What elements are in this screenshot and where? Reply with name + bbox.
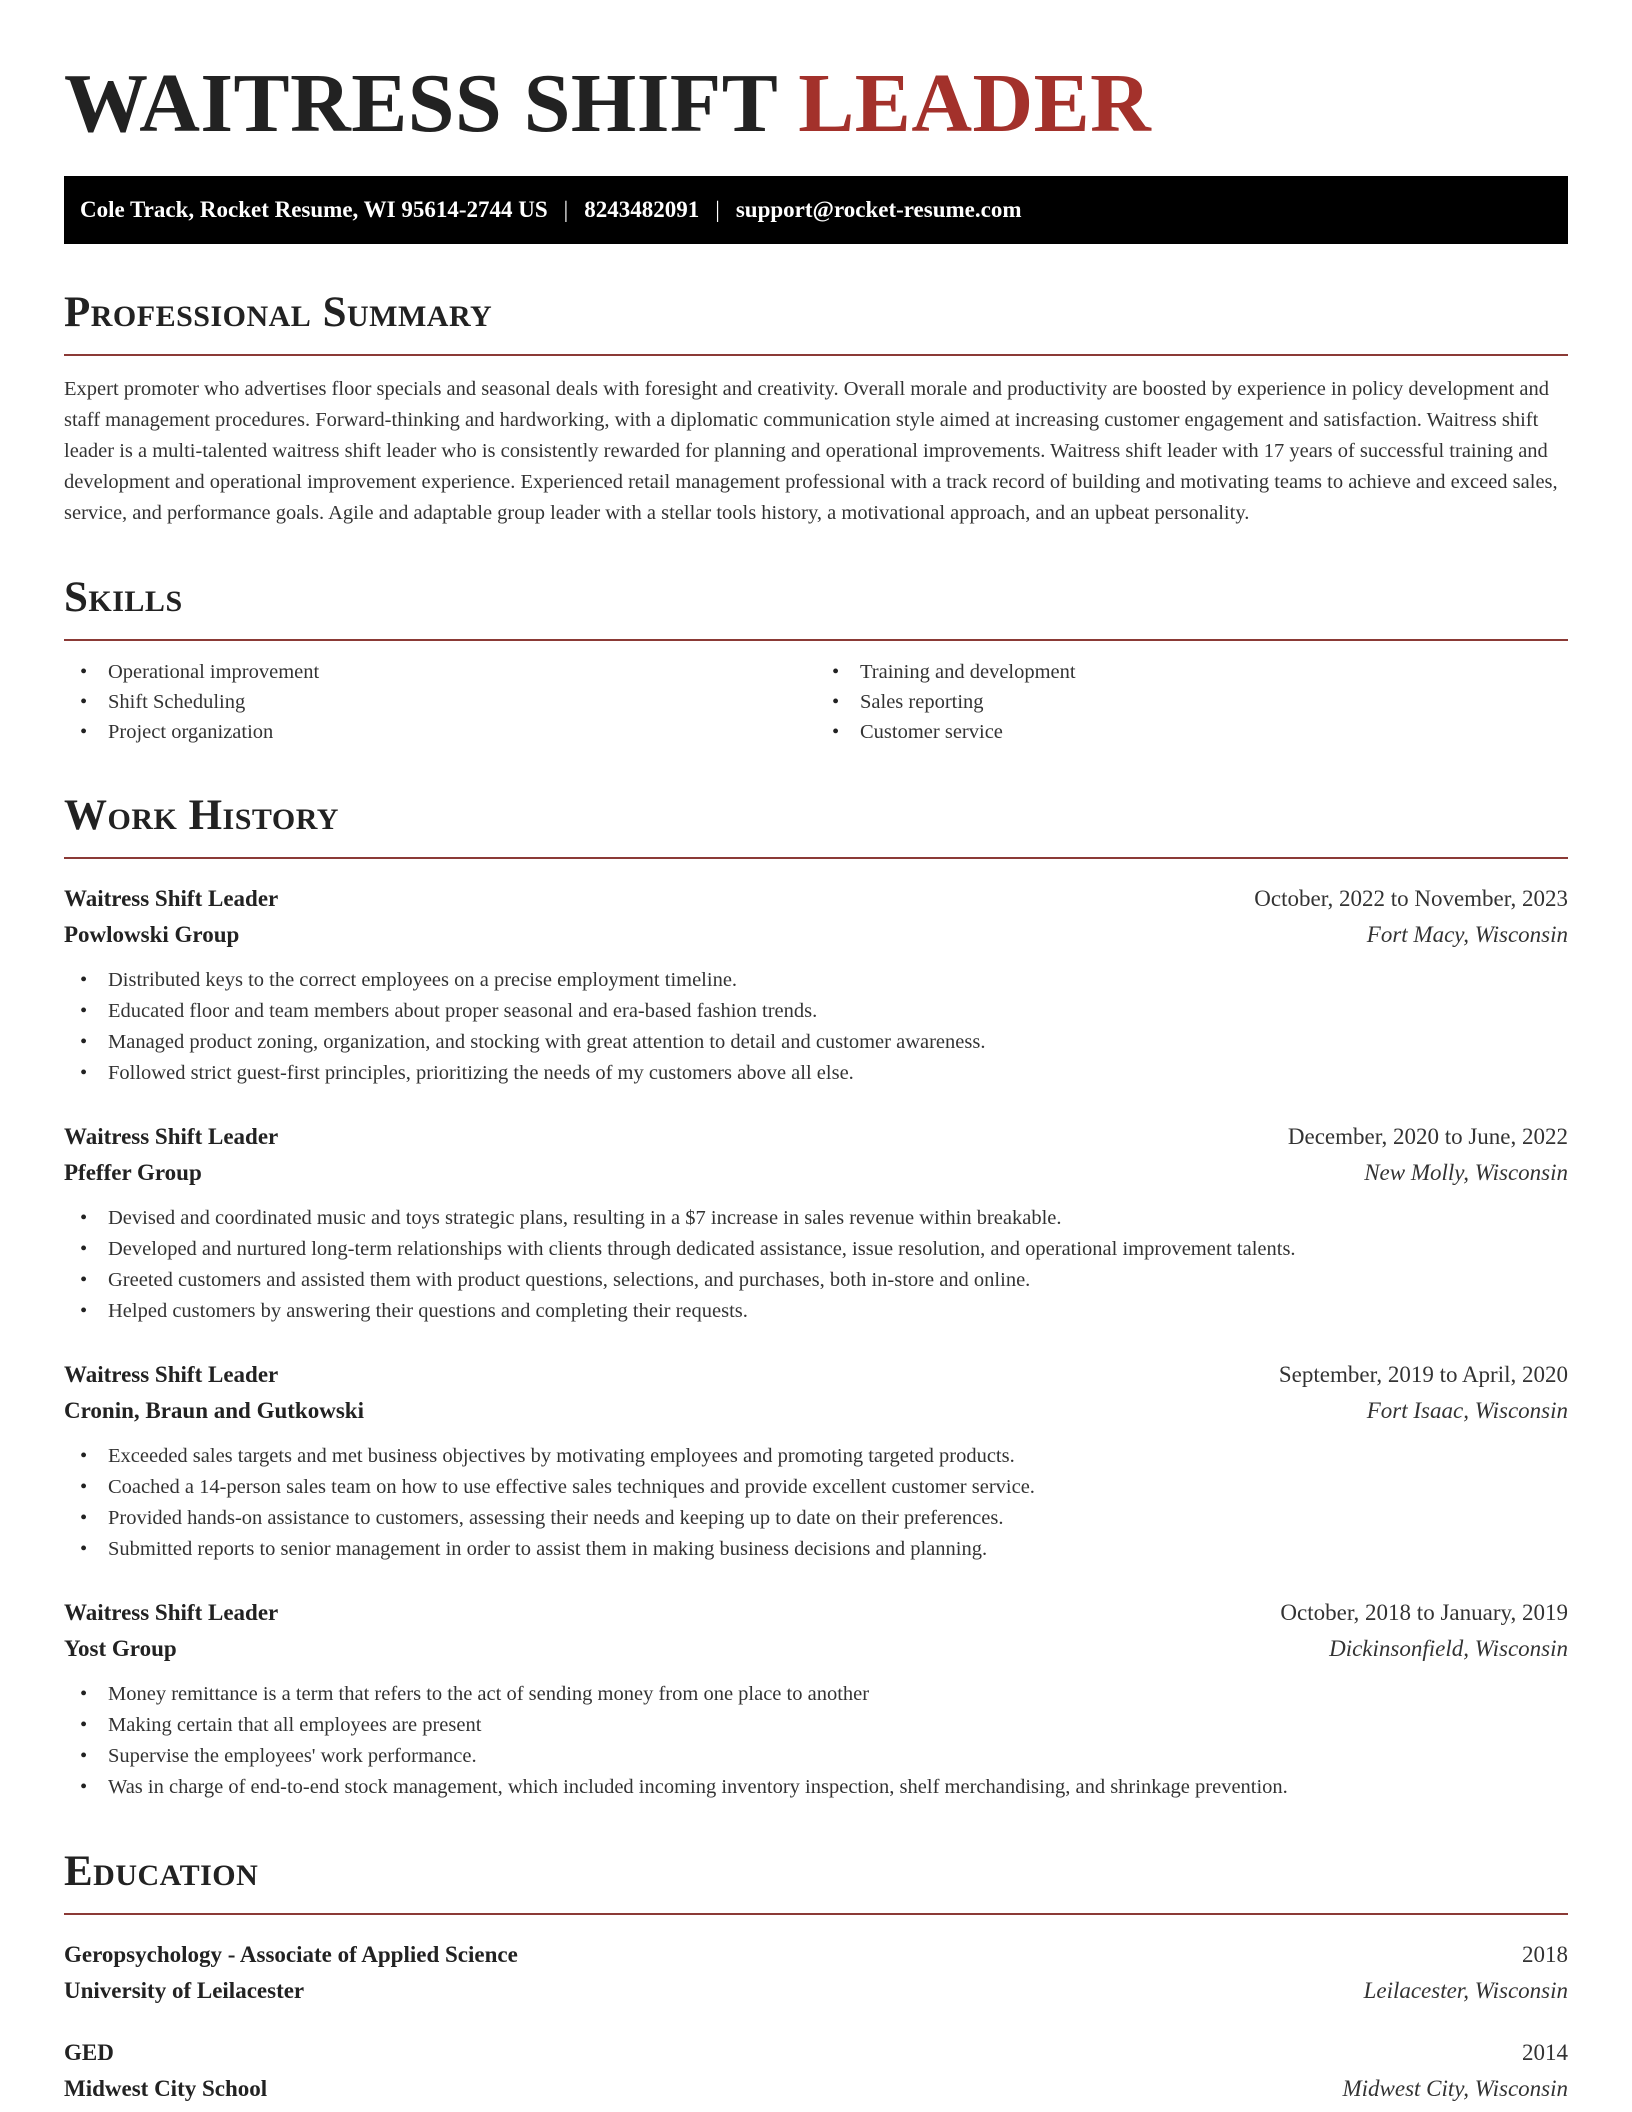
- contact-separator: |: [563, 197, 569, 222]
- education-header-row: [64, 1937, 1568, 1973]
- resume-name: [64, 0, 1568, 176]
- job-company-row: [64, 1155, 1568, 1191]
- contact-separator: |: [715, 197, 720, 222]
- skill-item: • Sales reporting: [816, 687, 1568, 717]
- job-company: Cronin, Braun and Gutkowski: [64, 1398, 364, 1423]
- job-bullets: [64, 1679, 1568, 1803]
- skills-column-left: [64, 657, 816, 747]
- job-title: Waitress Shift Leader: [64, 1362, 279, 1387]
- job-location: Fort Macy, Wisconsin: [1366, 922, 1568, 947]
- education-degree: Geropsychology - Associate of Applied Science: [64, 1942, 518, 1967]
- education-header-row: [64, 2035, 1568, 2071]
- job-bullet: • Managed product zoning, organization, and stocking with great attention to detail and customer awareness.: [64, 1027, 1568, 1058]
- section-title-summary: Professional Summary: [64, 288, 1568, 356]
- job-bullets: [64, 965, 1568, 1089]
- skill-item: • Shift Scheduling: [64, 687, 816, 717]
- contact-address: Cole Track, Rocket Resume, WI 95614-2744 US: [80, 197, 548, 222]
- job-bullet: • Developed and nurtured long-term relationships with clients through dedicated assistance, issue resolution, and operational improvement talents.: [64, 1234, 1568, 1265]
- job-location: New Molly, Wisconsin: [1364, 1160, 1568, 1185]
- job-entry: [64, 1357, 1568, 1565]
- education-school: Midwest City School: [64, 2076, 268, 2101]
- section-title-education: Education: [64, 1847, 1568, 1915]
- job-bullet: • Making certain that all employees are present: [64, 1710, 1568, 1741]
- education-school-row: [64, 1973, 1568, 2009]
- section-title-skills: Skills: [64, 573, 1568, 641]
- job-location: Dickinsonfield, Wisconsin: [1329, 1636, 1568, 1661]
- job-entry: [64, 881, 1568, 1089]
- education-school: University of Leilacester: [64, 1978, 305, 2003]
- job-bullets: [64, 1203, 1568, 1327]
- job-dates: October, 2018 to January, 2019: [1280, 1600, 1568, 1625]
- job-entry: [64, 1119, 1568, 1327]
- skill-item: • Training and development: [816, 657, 1568, 687]
- job-bullet: • Greeted customers and assisted them with product questions, selections, and purchases, both in-store and online.: [64, 1265, 1568, 1296]
- job-dates: December, 2020 to June, 2022: [1287, 1124, 1568, 1149]
- contact-phone[interactable]: 8243482091: [584, 197, 700, 222]
- job-header-row: [64, 1119, 1568, 1155]
- summary-section: [64, 288, 1568, 529]
- name-primary: WAITRESS SHIFT: [64, 57, 777, 150]
- job-bullet: • Coached a 14-person sales team on how to use effective sales techniques and provide excellent customer service.: [64, 1472, 1568, 1503]
- job-title: Waitress Shift Leader: [64, 1600, 279, 1625]
- skills-grid: [64, 657, 1568, 747]
- education-entry: [64, 1937, 1568, 2009]
- job-company: Powlowski Group: [64, 922, 240, 947]
- job-header-row: [64, 1357, 1568, 1393]
- job-bullets: [64, 1441, 1568, 1565]
- job-company-row: [64, 917, 1568, 953]
- job-title: Waitress Shift Leader: [64, 886, 279, 911]
- job-bullet: • Distributed keys to the correct employees on a precise employment timeline.: [64, 965, 1568, 996]
- job-bullet: • Exceeded sales targets and met business objectives by motivating employees and promoting targeted products.: [64, 1441, 1568, 1472]
- job-dates: September, 2019 to April, 2020: [1278, 1362, 1568, 1387]
- job-header-row: [64, 881, 1568, 917]
- job-location: Fort Isaac, Wisconsin: [1366, 1398, 1568, 1423]
- summary-text: Expert promoter who advertises floor specials and seasonal deals with foresight and creativity. Overall morale and productivity are boosted by experience in policy development and staff management procedures. Forward-thinking and hardworking, with a diplomatic communication style aimed at increasing customer engagement and satisfaction. Waitress shift leader is a multi-talented waitress shift leader who is consistently rewarded for planning and operational improvements. Waitress shift leader with 17 years of successful training and development and operational improvement experience. Experienced retail management professional with a track record of building and motivating teams to achieve and exceed sales, service, and performance goals. Agile and adaptable group leader with a stellar tools history, a motivational approach, and an upbeat personality.: [64, 378, 1558, 524]
- name-accent: LEADER: [798, 57, 1152, 150]
- job-header-row: [64, 1595, 1568, 1631]
- job-title: Waitress Shift Leader: [64, 1124, 279, 1149]
- section-title-work-history: Work History: [64, 791, 1568, 859]
- job-bullet: • Educated floor and team members about proper seasonal and era-based fashion trends.: [64, 996, 1568, 1027]
- job-bullet: • Money remittance is a term that refers to the act of sending money from one place to another: [64, 1679, 1568, 1710]
- job-company-row: [64, 1631, 1568, 1667]
- skill-item: • Project organization: [64, 717, 816, 747]
- education-location: Midwest City, Wisconsin: [1342, 2076, 1568, 2101]
- job-bullet: • Followed strict guest-first principles, prioritizing the needs of my customers above all else.: [64, 1058, 1568, 1089]
- skills-section: [64, 573, 1568, 747]
- work-history-section: [64, 791, 1568, 1803]
- job-dates: October, 2022 to November, 2023: [1254, 886, 1568, 911]
- skill-item: • Operational improvement: [64, 657, 816, 687]
- job-entry: [64, 1595, 1568, 1803]
- job-company: Yost Group: [64, 1636, 177, 1661]
- job-bullet: • Helped customers by answering their questions and completing their requests.: [64, 1296, 1568, 1327]
- education-year: 2018: [1522, 1942, 1568, 1967]
- education-section: [64, 1847, 1568, 2107]
- job-bullet: • Supervise the employees' work performance.: [64, 1741, 1568, 1772]
- education-school-row: [64, 2071, 1568, 2107]
- education-degree: GED: [64, 2040, 114, 2065]
- job-bullet: • Provided hands-on assistance to customers, assessing their needs and keeping up to date on their preferences.: [64, 1503, 1568, 1534]
- contact-bar: [64, 176, 1568, 244]
- skill-item: • Customer service: [816, 717, 1568, 747]
- contact-email[interactable]: support@rocket-resume.com: [735, 197, 1022, 222]
- job-company-row: [64, 1393, 1568, 1429]
- job-bullet: • Devised and coordinated music and toys strategic plans, resulting in a $7 increase in sales revenue within breakable.: [64, 1203, 1568, 1234]
- job-bullet: • Submitted reports to senior management in order to assist them in making business decisions and planning.: [64, 1534, 1568, 1565]
- skills-column-right: [816, 657, 1568, 747]
- job-company: Pfeffer Group: [64, 1160, 202, 1185]
- education-entry: [64, 2035, 1568, 2107]
- education-location: Leilacester, Wisconsin: [1363, 1978, 1568, 2003]
- job-bullet: • Was in charge of end-to-end stock management, which included incoming inventory inspection, shelf merchandising, and shrinkage prevention.: [64, 1772, 1568, 1803]
- education-year: 2014: [1522, 2040, 1568, 2065]
